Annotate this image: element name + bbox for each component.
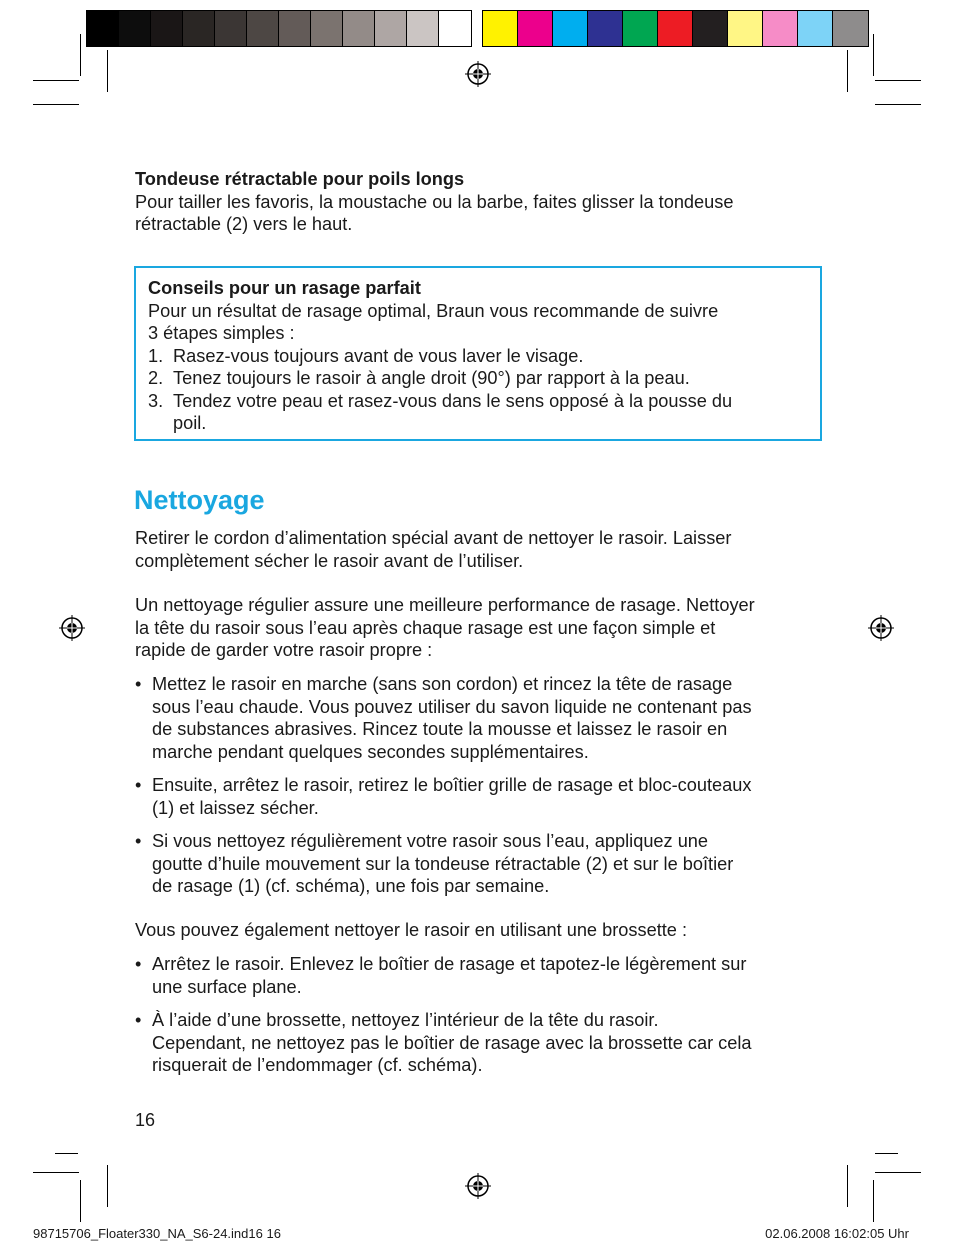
list-item bbox=[135, 774, 825, 819]
list-item bbox=[135, 673, 825, 763]
retractable-trimmer-section bbox=[135, 168, 825, 236]
list-item bbox=[148, 345, 808, 368]
cleaning-bullets-2 bbox=[135, 953, 825, 1077]
text-line: la tête du rasoir sous l’eau après chaque rasage est une façon simple et bbox=[135, 617, 716, 638]
text-line: marche pendant quelques secondes supplémentaires. bbox=[152, 741, 589, 762]
text-line: Pour tailler les favoris, la moustache ou la barbe, faites glisser la tondeuse bbox=[135, 191, 734, 212]
step-number: 1. bbox=[148, 345, 164, 366]
crop-mark bbox=[875, 80, 921, 81]
gray-swatch bbox=[375, 11, 407, 46]
text-line: rapide de garder votre rasoir propre : bbox=[135, 640, 433, 660]
text-line: Mettez le rasoir en marche (sans son cordon) et rincez la tête de rasage bbox=[152, 674, 733, 694]
color-swatch bbox=[693, 11, 728, 46]
text-line: Ensuite, arrêtez le rasoir, retirez le boîtier grille de rasage et bloc-couteaux bbox=[152, 775, 752, 795]
list-item bbox=[135, 830, 825, 898]
text-line: Cependant, ne nettoyez pas le boîtier de rasage avec la brossette car cela bbox=[152, 1032, 752, 1053]
crop-mark bbox=[875, 1153, 898, 1154]
text-line: poil. bbox=[173, 413, 207, 433]
bullet: • bbox=[135, 674, 142, 694]
crop-mark bbox=[873, 1180, 874, 1222]
color-swatch bbox=[518, 11, 553, 46]
crop-mark bbox=[875, 104, 921, 105]
page-number: 16 bbox=[135, 1110, 156, 1130]
footer-timestamp: 02.06.2008 16:02:05 Uhr bbox=[765, 1226, 909, 1241]
color-swatch bbox=[833, 11, 868, 46]
text-line: Retirer le cordon d’alimentation spécial avant de nettoyer le rasoir. Laisser bbox=[135, 528, 732, 548]
gray-swatch bbox=[119, 11, 151, 46]
gray-color-bar bbox=[86, 10, 472, 47]
text-line: Rasez-vous toujours avant de vous laver le visage. bbox=[173, 345, 584, 366]
registration-mark-icon bbox=[868, 615, 894, 641]
crop-mark bbox=[847, 1165, 848, 1207]
list-item bbox=[148, 367, 808, 390]
list-item bbox=[148, 390, 808, 435]
text-line: Arrêtez le rasoir. Enlevez le boîtier de rasage et tapotez-le légèrement sur bbox=[152, 954, 747, 974]
tips-steps-list bbox=[148, 345, 808, 435]
step-number: 2. bbox=[148, 368, 164, 388]
crop-mark bbox=[80, 34, 81, 76]
section-heading: Tondeuse rétractable pour poils longs bbox=[135, 169, 465, 189]
gray-swatch bbox=[151, 11, 183, 46]
gray-swatch bbox=[247, 11, 279, 46]
cleaning-para-1 bbox=[135, 527, 825, 572]
gray-swatch bbox=[407, 11, 439, 46]
color-swatch bbox=[553, 11, 588, 46]
gray-swatch bbox=[87, 11, 119, 46]
color-swatch bbox=[483, 11, 518, 46]
text-line: rétractable (2) vers le haut. bbox=[135, 214, 353, 234]
bullet: • bbox=[135, 775, 142, 795]
gray-swatch bbox=[311, 11, 343, 46]
tips-box bbox=[134, 266, 822, 441]
text-line: complètement sécher le rasoir avant de l’utiliser. bbox=[135, 550, 524, 571]
registration-mark-icon bbox=[59, 615, 85, 641]
registration-mark-icon bbox=[465, 1173, 491, 1199]
text-line: risquerait de l’endommager (cf. schéma). bbox=[152, 1055, 483, 1075]
text-line: Pour un résultat de rasage optimal, Braun vous recommande de suivre bbox=[148, 300, 719, 321]
cleaning-para-3 bbox=[135, 919, 825, 942]
footer-file-name: 98715706_Floater330_NA_S6-24.ind16 16 bbox=[33, 1226, 281, 1241]
gray-swatch bbox=[279, 11, 311, 46]
bullet: • bbox=[135, 1010, 142, 1030]
text-line: sous l’eau chaude. Vous pouvez utiliser du savon liquide ne contenant pas bbox=[152, 696, 752, 717]
registration-mark-icon bbox=[465, 61, 491, 87]
gray-swatch bbox=[183, 11, 215, 46]
text-line: de rasage (1) (cf. schéma), une fois par semaine. bbox=[152, 876, 550, 896]
color-swatch bbox=[658, 11, 693, 46]
gray-swatch bbox=[439, 11, 471, 46]
crop-mark bbox=[875, 1172, 921, 1173]
text-line: Tendez votre peau et rasez-vous dans le sens opposé à la pousse du bbox=[173, 390, 733, 411]
crop-mark bbox=[33, 104, 79, 105]
color-swatch bbox=[623, 11, 658, 46]
text-line: 3 étapes simples : bbox=[148, 323, 295, 343]
list-item bbox=[135, 1009, 825, 1077]
bullet: • bbox=[135, 831, 142, 851]
color-swatch bbox=[763, 11, 798, 46]
text-line: Vous pouvez également nettoyer le rasoir en utilisant une brossette : bbox=[135, 920, 688, 940]
crop-mark bbox=[80, 1180, 81, 1222]
crop-mark bbox=[33, 1172, 79, 1173]
section-title: Nettoyage bbox=[134, 485, 265, 515]
process-color-bar bbox=[482, 10, 869, 47]
crop-mark bbox=[107, 50, 108, 92]
step-number: 3. bbox=[148, 390, 164, 411]
color-swatch bbox=[728, 11, 763, 46]
text-line: goutte d’huile mouvement sur la tondeuse rétractable (2) et sur le boîtier bbox=[152, 853, 734, 874]
text-line: Un nettoyage régulier assure une meilleure performance de rasage. Nettoyer bbox=[135, 595, 755, 615]
color-swatch bbox=[588, 11, 623, 46]
tips-heading: Conseils pour un rasage parfait bbox=[148, 278, 421, 298]
crop-mark bbox=[33, 80, 79, 81]
text-line: une surface plane. bbox=[152, 976, 302, 997]
crop-mark bbox=[873, 34, 874, 76]
crop-mark bbox=[107, 1165, 108, 1207]
text-line: Si vous nettoyez régulièrement votre rasoir sous l’eau, appliquez une bbox=[152, 831, 709, 851]
text-line: de substances abrasives. Rincez toute la mousse et laissez le rasoir en bbox=[152, 719, 728, 739]
gray-swatch bbox=[343, 11, 375, 46]
cleaning-bullets-1 bbox=[135, 673, 825, 898]
text-line: (1) et laissez sécher. bbox=[152, 797, 319, 818]
color-swatch bbox=[798, 11, 833, 46]
list-item bbox=[135, 953, 825, 998]
crop-mark bbox=[847, 50, 848, 92]
cleaning-para-2 bbox=[135, 594, 825, 662]
bullet: • bbox=[135, 954, 142, 974]
text-line: À l’aide d’une brossette, nettoyez l’intérieur de la tête du rasoir. bbox=[152, 1010, 659, 1030]
crop-mark bbox=[55, 1153, 78, 1154]
text-line: Tenez toujours le rasoir à angle droit (90°) par rapport à la peau. bbox=[173, 368, 690, 388]
gray-swatch bbox=[215, 11, 247, 46]
